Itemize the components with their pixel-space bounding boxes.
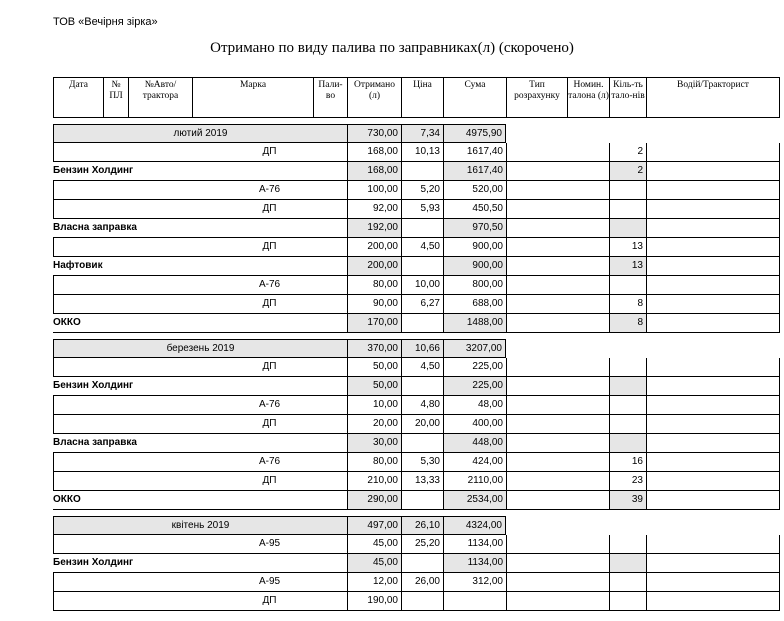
- fuel-cell: А-76: [192, 181, 347, 200]
- received-cell: 100,00: [347, 181, 401, 200]
- price-cell: 10,00: [401, 276, 443, 295]
- empty-cell: [53, 181, 192, 200]
- count-cell: 16: [609, 453, 646, 472]
- fuel-cell: ДП: [192, 472, 347, 491]
- driver-cell: [646, 472, 780, 491]
- station-sum: 2534,00: [443, 491, 506, 510]
- nominal-cell: [567, 314, 609, 333]
- driver-cell: [646, 453, 780, 472]
- driver-cell: [646, 377, 780, 396]
- fuel-cell: А-95: [192, 573, 347, 592]
- month-received: 370,00: [347, 339, 401, 358]
- driver-cell: [646, 535, 780, 554]
- station-total-row: [53, 162, 780, 181]
- month-price: 10,66: [401, 339, 443, 358]
- col-price: Ціна: [402, 78, 444, 117]
- nominal-cell: [567, 453, 609, 472]
- station-name: Бензин Холдинг: [53, 162, 347, 181]
- table-row: [53, 535, 780, 554]
- received-cell: 20,00: [347, 415, 401, 434]
- month-sum: 4324,00: [443, 516, 506, 535]
- received-cell: 190,00: [347, 592, 401, 611]
- fuel-cell: А-76: [192, 396, 347, 415]
- station-price: [401, 257, 443, 276]
- price-cell: 5,20: [401, 181, 443, 200]
- sum-cell: 688,00: [443, 295, 506, 314]
- count-cell: [609, 276, 646, 295]
- fuel-cell: А-76: [192, 276, 347, 295]
- station-count: 8: [609, 314, 646, 333]
- empty-cell: [53, 415, 192, 434]
- pay-type-cell: [506, 200, 567, 219]
- station-count: [609, 554, 646, 573]
- station-total-row: [53, 554, 780, 573]
- table-row: [53, 396, 780, 415]
- station-sum: 900,00: [443, 257, 506, 276]
- price-cell: 20,00: [401, 415, 443, 434]
- month-price: 7,34: [401, 124, 443, 143]
- nominal-cell: [567, 200, 609, 219]
- station-received: 200,00: [347, 257, 401, 276]
- pay-type-cell: [506, 535, 567, 554]
- station-received: 170,00: [347, 314, 401, 333]
- driver-cell: [646, 396, 780, 415]
- price-cell: 4,50: [401, 358, 443, 377]
- count-cell: [609, 181, 646, 200]
- station-total-row: [53, 219, 780, 238]
- table-row: [53, 415, 780, 434]
- empty-cell: [53, 143, 192, 162]
- sum-cell: 2110,00: [443, 472, 506, 491]
- driver-cell: [646, 554, 780, 573]
- price-cell: 25,20: [401, 535, 443, 554]
- count-cell: 2: [609, 143, 646, 162]
- sum-cell: 1617,40: [443, 143, 506, 162]
- station-received: 30,00: [347, 434, 401, 453]
- month-label: квітень 2019: [53, 516, 347, 535]
- nominal-cell: [567, 219, 609, 238]
- driver-cell: [646, 257, 780, 276]
- station-price: [401, 491, 443, 510]
- table-row: [53, 181, 780, 200]
- count-cell: 8: [609, 295, 646, 314]
- station-count: [609, 219, 646, 238]
- empty-cell: [53, 358, 192, 377]
- col-count: Кіль-ть тало-нів: [610, 78, 647, 117]
- table-row: [53, 276, 780, 295]
- count-cell: [609, 200, 646, 219]
- pay-type-cell: [506, 396, 567, 415]
- sum-cell: 424,00: [443, 453, 506, 472]
- fuel-cell: А-95: [192, 535, 347, 554]
- nominal-cell: [567, 491, 609, 510]
- received-cell: 92,00: [347, 200, 401, 219]
- received-cell: 50,00: [347, 358, 401, 377]
- pay-type-cell: [506, 573, 567, 592]
- station-received: 192,00: [347, 219, 401, 238]
- station-total-row: [53, 314, 780, 333]
- station-name: ОККО: [53, 314, 347, 333]
- pay-type-cell: [506, 453, 567, 472]
- station-sum: 1134,00: [443, 554, 506, 573]
- col-auto: №Авто/ трактора: [129, 78, 193, 117]
- table-row: [53, 453, 780, 472]
- empty-cell: [53, 238, 192, 257]
- count-cell: [609, 358, 646, 377]
- station-received: 290,00: [347, 491, 401, 510]
- count-cell: [609, 535, 646, 554]
- company-name: ТОВ «Вечірня зірка»: [53, 16, 158, 28]
- station-count: [609, 377, 646, 396]
- nominal-cell: [567, 434, 609, 453]
- fuel-cell: ДП: [192, 238, 347, 257]
- price-cell: 10,13: [401, 143, 443, 162]
- nominal-cell: [567, 472, 609, 491]
- col-nominal: Номин. талона (л): [568, 78, 610, 117]
- fuel-cell: ДП: [192, 592, 347, 611]
- table-row: [53, 200, 780, 219]
- price-cell: 13,33: [401, 472, 443, 491]
- station-count: 39: [609, 491, 646, 510]
- nominal-cell: [567, 162, 609, 181]
- pay-type-cell: [506, 377, 567, 396]
- table-row: [53, 573, 780, 592]
- fuel-cell: ДП: [192, 200, 347, 219]
- month-sum: 3207,00: [443, 339, 506, 358]
- price-cell: [401, 592, 443, 611]
- col-date: Дата: [54, 78, 104, 117]
- col-received: Отримано (л): [348, 78, 402, 117]
- table-row: [53, 238, 780, 257]
- count-cell: [609, 396, 646, 415]
- pay-type-cell: [506, 143, 567, 162]
- empty-cell: [53, 535, 192, 554]
- month-sum: 4975,90: [443, 124, 506, 143]
- pay-type-cell: [506, 415, 567, 434]
- nominal-cell: [567, 377, 609, 396]
- pay-type-cell: [506, 276, 567, 295]
- table-row: [53, 295, 780, 314]
- sum-cell: [443, 592, 506, 611]
- month-header-row: [53, 124, 506, 143]
- pay-type-cell: [506, 314, 567, 333]
- driver-cell: [646, 143, 780, 162]
- driver-cell: [646, 162, 780, 181]
- driver-cell: [646, 276, 780, 295]
- nominal-cell: [567, 295, 609, 314]
- driver-cell: [646, 219, 780, 238]
- table-header: [53, 77, 780, 118]
- pay-type-cell: [506, 472, 567, 491]
- driver-cell: [646, 314, 780, 333]
- sum-cell: 520,00: [443, 181, 506, 200]
- report-title: Отримано по виду палива по заправниках(л) (скорочено): [210, 40, 574, 56]
- nominal-cell: [567, 257, 609, 276]
- received-cell: 80,00: [347, 453, 401, 472]
- pay-type-cell: [506, 162, 567, 181]
- empty-cell: [53, 592, 192, 611]
- driver-cell: [646, 491, 780, 510]
- sum-cell: 800,00: [443, 276, 506, 295]
- station-name: Бензин Холдинг: [53, 554, 347, 573]
- driver-cell: [646, 415, 780, 434]
- sum-cell: 400,00: [443, 415, 506, 434]
- station-received: 168,00: [347, 162, 401, 181]
- sum-cell: 450,50: [443, 200, 506, 219]
- empty-cell: [53, 396, 192, 415]
- price-cell: 4,80: [401, 396, 443, 415]
- nominal-cell: [567, 592, 609, 611]
- nominal-cell: [567, 554, 609, 573]
- month-label: лютий 2019: [53, 124, 347, 143]
- station-count: 2: [609, 162, 646, 181]
- empty-cell: [53, 573, 192, 592]
- received-cell: 168,00: [347, 143, 401, 162]
- price-cell: 6,27: [401, 295, 443, 314]
- nominal-cell: [567, 415, 609, 434]
- pay-type-cell: [506, 238, 567, 257]
- nominal-cell: [567, 238, 609, 257]
- pay-type-cell: [506, 257, 567, 276]
- month-received: 497,00: [347, 516, 401, 535]
- pay-type-cell: [506, 295, 567, 314]
- table-row: [53, 592, 780, 611]
- count-cell: [609, 573, 646, 592]
- col-fuel: Пали-во: [314, 78, 348, 117]
- station-sum: 1488,00: [443, 314, 506, 333]
- station-name: Нафтовик: [53, 257, 347, 276]
- station-total-row: [53, 434, 780, 453]
- received-cell: 10,00: [347, 396, 401, 415]
- month-price: 26,10: [401, 516, 443, 535]
- empty-cell: [53, 200, 192, 219]
- station-received: 50,00: [347, 377, 401, 396]
- count-cell: 23: [609, 472, 646, 491]
- empty-cell: [53, 276, 192, 295]
- received-cell: 200,00: [347, 238, 401, 257]
- empty-cell: [53, 453, 192, 472]
- station-total-row: [53, 377, 780, 396]
- table-row: [53, 143, 780, 162]
- driver-cell: [646, 434, 780, 453]
- month-header-row: [53, 339, 506, 358]
- driver-cell: [646, 181, 780, 200]
- station-sum: 1617,40: [443, 162, 506, 181]
- col-sum: Сума: [444, 78, 507, 117]
- month-label: березень 2019: [53, 339, 347, 358]
- nominal-cell: [567, 181, 609, 200]
- station-price: [401, 434, 443, 453]
- pay-type-cell: [506, 181, 567, 200]
- nominal-cell: [567, 143, 609, 162]
- pay-type-cell: [506, 592, 567, 611]
- driver-cell: [646, 238, 780, 257]
- pay-type-cell: [506, 219, 567, 238]
- empty-cell: [53, 472, 192, 491]
- station-count: 13: [609, 257, 646, 276]
- table-row: [53, 358, 780, 377]
- station-price: [401, 554, 443, 573]
- sum-cell: 900,00: [443, 238, 506, 257]
- col-pl: № ПЛ: [104, 78, 129, 117]
- fuel-cell: А-76: [192, 453, 347, 472]
- station-sum: 970,50: [443, 219, 506, 238]
- col-driver: Водій/Тракторист: [677, 80, 749, 90]
- nominal-cell: [567, 535, 609, 554]
- col-brand: Марка: [193, 78, 314, 117]
- station-price: [401, 162, 443, 181]
- fuel-cell: ДП: [192, 295, 347, 314]
- count-cell: 13: [609, 238, 646, 257]
- nominal-cell: [567, 573, 609, 592]
- driver-cell: [646, 592, 780, 611]
- nominal-cell: [567, 396, 609, 415]
- month-header-row: [53, 516, 506, 535]
- station-name: Власна заправка: [53, 434, 347, 453]
- fuel-cell: ДП: [192, 415, 347, 434]
- station-price: [401, 219, 443, 238]
- station-name: ОККО: [53, 491, 347, 510]
- pay-type-cell: [506, 554, 567, 573]
- station-received: 45,00: [347, 554, 401, 573]
- received-cell: 45,00: [347, 535, 401, 554]
- price-cell: 5,30: [401, 453, 443, 472]
- sum-cell: 1134,00: [443, 535, 506, 554]
- pay-type-cell: [506, 358, 567, 377]
- count-cell: [609, 592, 646, 611]
- pay-type-cell: [506, 434, 567, 453]
- table-row: [53, 472, 780, 491]
- price-cell: 4,50: [401, 238, 443, 257]
- sum-cell: 48,00: [443, 396, 506, 415]
- station-sum: 225,00: [443, 377, 506, 396]
- nominal-cell: [567, 276, 609, 295]
- price-cell: 26,00: [401, 573, 443, 592]
- empty-cell: [53, 295, 192, 314]
- nominal-cell: [567, 358, 609, 377]
- station-price: [401, 377, 443, 396]
- col-pay-type: Тип розрахунку: [507, 78, 568, 117]
- price-cell: 5,93: [401, 200, 443, 219]
- station-name: Бензин Холдинг: [53, 377, 347, 396]
- station-sum: 448,00: [443, 434, 506, 453]
- station-price: [401, 314, 443, 333]
- received-cell: 90,00: [347, 295, 401, 314]
- fuel-cell: ДП: [192, 143, 347, 162]
- received-cell: 210,00: [347, 472, 401, 491]
- driver-cell: [646, 573, 780, 592]
- driver-cell: [646, 200, 780, 219]
- sum-cell: 312,00: [443, 573, 506, 592]
- station-name: Власна заправка: [53, 219, 347, 238]
- count-cell: [609, 415, 646, 434]
- station-count: [609, 434, 646, 453]
- received-cell: 12,00: [347, 573, 401, 592]
- station-total-row: [53, 491, 780, 510]
- month-received: 730,00: [347, 124, 401, 143]
- station-total-row: [53, 257, 780, 276]
- received-cell: 80,00: [347, 276, 401, 295]
- driver-cell: [646, 295, 780, 314]
- fuel-cell: ДП: [192, 358, 347, 377]
- driver-cell: [646, 358, 780, 377]
- sum-cell: 225,00: [443, 358, 506, 377]
- pay-type-cell: [506, 491, 567, 510]
